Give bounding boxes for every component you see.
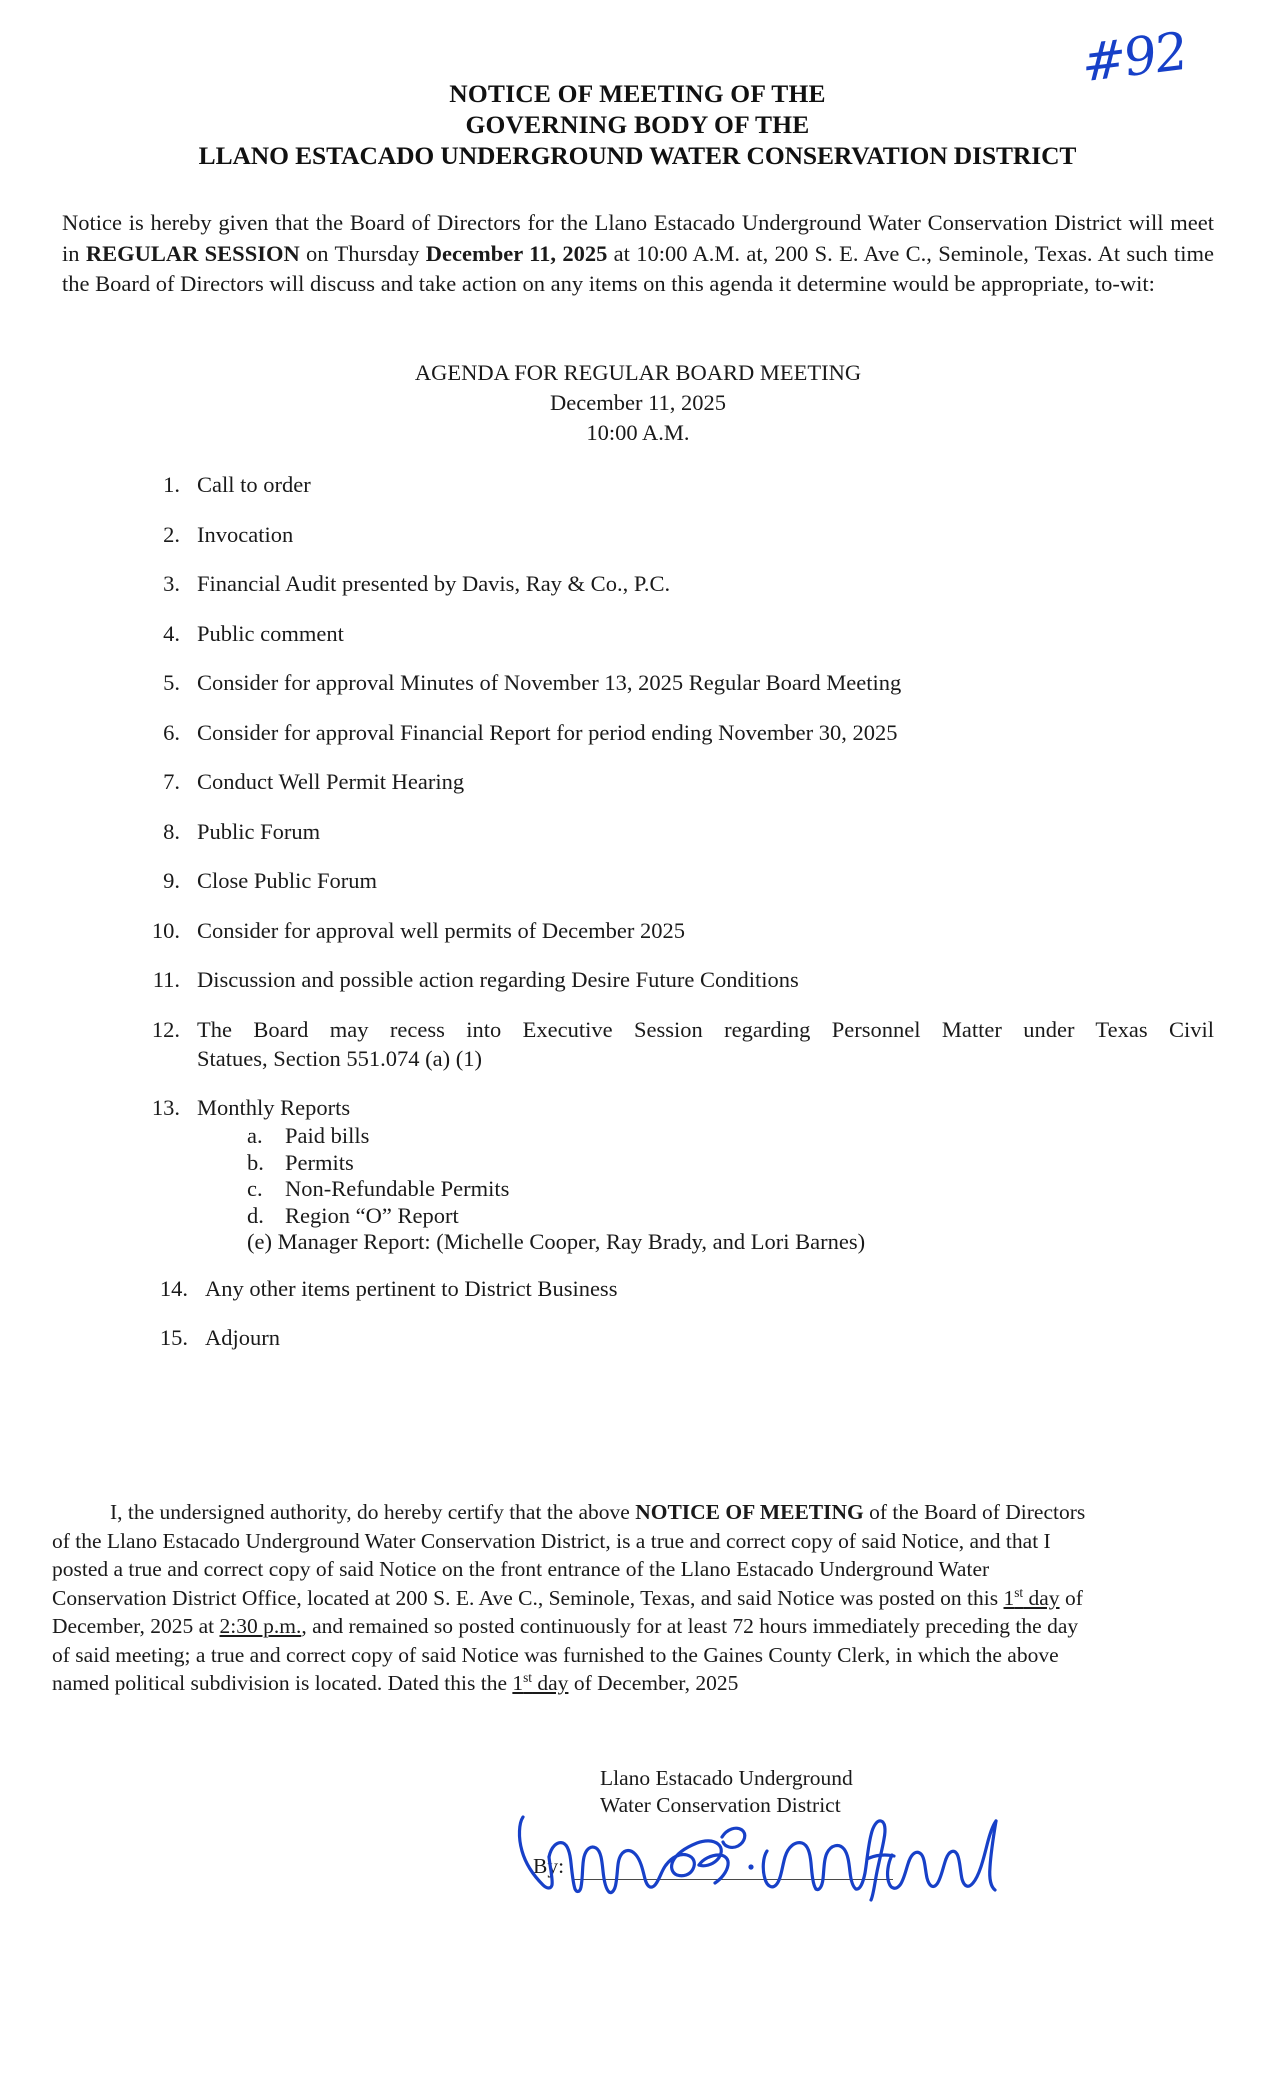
agenda-item <box>62 1093 1214 1256</box>
agenda-item <box>62 965 1214 994</box>
intro-text-part-1: Notice is hereby given that the Board of Directors for the Llano Estacado Underground Water Conservation District will meet in <box>62 210 1214 266</box>
agenda-item-12-line-2: Statues, Section 551.074 (a) (1) <box>197 1045 482 1071</box>
certification-line-7-pre: named political subdivision is located. Dated this the <box>52 1671 513 1695</box>
agenda-item-number: 8. <box>163 818 180 844</box>
agenda-item-number: 7. <box>163 769 180 794</box>
intro-bold-date: December 11, 2025 <box>425 240 608 266</box>
agenda-item-number: 6. <box>163 719 180 745</box>
signature-org-line-2: Water Conservation District <box>600 1792 841 1817</box>
agenda-item <box>62 718 1214 747</box>
agenda-item-number: 4. <box>163 620 180 646</box>
monthly-report-label: Manager Report: (Michelle Cooper, Ray Brady, and Lori Barnes) <box>277 1229 866 1254</box>
monthly-report-marker: a. <box>247 1123 263 1148</box>
agenda-item-label <box>197 1015 1214 1073</box>
agenda-item-number: 11. <box>152 967 180 992</box>
agenda-item-number: 14. <box>159 1275 188 1301</box>
monthly-report-label: Non-Refundable Permits <box>285 1176 510 1201</box>
agenda-item <box>62 767 1214 796</box>
certification-line-4 <box>52 1584 1220 1613</box>
agenda-item <box>62 866 1214 895</box>
certification-line-4-post: of <box>1059 1585 1083 1610</box>
monthly-report-marker: c. <box>247 1176 263 1201</box>
certification-bold-notice: NOTICE OF MEETING <box>635 1500 864 1524</box>
monthly-report-label: Paid bills <box>285 1123 370 1148</box>
monthly-report-item <box>247 1150 1214 1177</box>
agenda-item-number: 2. <box>163 521 180 547</box>
agenda-item-number: 3. <box>163 571 180 596</box>
intro-text-part-3: at 10:00 A.M. at, 200 S. E. Ave C., Seminole, Texas. At such time the Board of Directors will discuss and take action on any items on this agenda it determine would be appropriate, to-wit: <box>62 240 1214 296</box>
signature-org-name <box>600 1765 853 1818</box>
certification-dated-day: 1st day <box>512 1669 569 1695</box>
signature-by-label: By: <box>533 1854 565 1878</box>
agenda-item-label: Public comment <box>197 620 344 646</box>
agenda-item-12-line-1: The Board may recess into Executive Session regarding Personnel Matter under Texas Civil <box>197 1016 1214 1042</box>
agenda-item <box>62 916 1214 945</box>
agenda-item <box>62 470 1214 499</box>
agenda-item-number: 5. <box>163 670 180 695</box>
title-line-2: GOVERNING BODY OF THE <box>465 110 810 139</box>
certification-line-7 <box>52 1669 1220 1698</box>
monthly-report-item <box>247 1176 1214 1203</box>
agenda-item-label: Conduct Well Permit Hearing <box>197 769 465 794</box>
certification-paragraph <box>52 1498 1220 1698</box>
agenda-heading-line-1: AGENDA FOR REGULAR BOARD MEETING <box>414 360 862 385</box>
agenda-item-label: Consider for approval Minutes of November 13, 2025 Regular Board Meeting <box>197 670 902 695</box>
monthly-report-marker: d. <box>247 1202 264 1228</box>
title-line-1: NOTICE OF MEETING OF THE <box>449 79 826 108</box>
agenda-heading-line-3: 10:00 A.M. <box>586 420 690 445</box>
certification-posted-day: 1st day <box>1003 1584 1060 1610</box>
agenda-item <box>62 569 1214 598</box>
signature-line <box>573 1879 893 1880</box>
handwritten-number-annotation: #92 <box>1081 21 1186 95</box>
document-title <box>60 78 1215 171</box>
certification-line-7-post: of December, 2025 <box>568 1671 739 1695</box>
certification-line-1-post: of the Board of Directors <box>863 1500 1086 1524</box>
agenda-item-number: 9. <box>163 868 180 893</box>
monthly-report-marker: b. <box>247 1149 264 1175</box>
certification-line-5 <box>52 1612 1220 1641</box>
agenda-item-number: 12. <box>151 1016 180 1042</box>
monthly-report-item <box>247 1229 1214 1256</box>
agenda-item-label: Consider for approval Financial Report for period ending November 30, 2025 <box>197 719 898 745</box>
agenda-item-number: 15. <box>159 1325 188 1350</box>
agenda-item-label: Any other items pertinent to District Business <box>205 1275 618 1301</box>
certification-line-5-post: , and remained so posted continuously for at least 72 hours immediately preceding the day <box>301 1614 1079 1638</box>
monthly-report-marker: (e) <box>247 1229 272 1254</box>
agenda-item-label: Consider for approval well permits of December 2025 <box>197 917 685 943</box>
title-line-3: LLANO ESTACADO UNDERGROUND WATER CONSERVATION DISTRICT <box>198 141 1077 170</box>
certification-line-2: of the Llano Estacado Underground Water Conservation District, is a true and correct copy of said Notice, and that I <box>52 1528 1051 1553</box>
certification-line-6: of said meeting; a true and correct copy of said Notice was furnished to the Gaines County Clerk, in which the above <box>52 1642 1059 1667</box>
agenda-item <box>62 1323 1214 1352</box>
agenda-item <box>62 817 1214 846</box>
agenda-item <box>62 1015 1214 1073</box>
agenda-item <box>62 1274 1214 1303</box>
certification-line-1-pre: I, the undersigned authority, do hereby certify that the above <box>110 1500 636 1524</box>
monthly-report-item <box>247 1203 1214 1230</box>
agenda-heading <box>62 358 1214 448</box>
intro-text-part-2: on Thursday <box>299 240 426 266</box>
agenda-item-number: 1. <box>163 472 180 497</box>
agenda-item <box>62 520 1214 549</box>
certification-line-1 <box>52 1498 1220 1527</box>
agenda-list <box>62 470 1214 1373</box>
agenda-item <box>62 668 1214 697</box>
intro-paragraph <box>62 208 1214 300</box>
agenda-item <box>62 619 1214 648</box>
agenda-item-label: Close Public Forum <box>197 868 378 893</box>
monthly-report-label: Region “O” Report <box>285 1202 459 1228</box>
agenda-item-number: 10. <box>151 917 180 943</box>
agenda-heading-line-2: December 11, 2025 <box>550 390 726 415</box>
agenda-item-number: 13. <box>151 1095 180 1120</box>
agenda-item-label: Call to order <box>197 472 311 497</box>
agenda-item-label: Public Forum <box>197 818 321 844</box>
agenda-item-label: Monthly Reports <box>197 1095 351 1120</box>
certification-line-4-pre: Conservation District Office, located at 200 S. E. Ave C., Seminole, Texas, and said Notice was posted on this <box>52 1585 1004 1610</box>
agenda-item-label: Adjourn <box>205 1325 280 1350</box>
agenda-item-label: Invocation <box>197 521 294 547</box>
monthly-report-label: Permits <box>285 1149 354 1175</box>
signature-org-line-1: Llano Estacado Underground <box>600 1766 853 1790</box>
agenda-item-label: Discussion and possible action regarding Desire Future Conditions <box>197 967 799 992</box>
agenda-item-label: Financial Audit presented by Davis, Ray & Co., P.C. <box>197 571 671 596</box>
monthly-report-item <box>247 1123 1214 1150</box>
certification-line-3: posted a true and correct copy of said Notice on the front entrance of the Llano Estacado Underground Water <box>52 1557 990 1581</box>
intro-bold-session: REGULAR SESSION <box>85 240 300 266</box>
monthly-reports-sublist <box>197 1123 1214 1256</box>
certification-line-5-pre: December, 2025 at <box>52 1614 220 1638</box>
certification-posted-time: 2:30 p.m. <box>219 1614 302 1638</box>
